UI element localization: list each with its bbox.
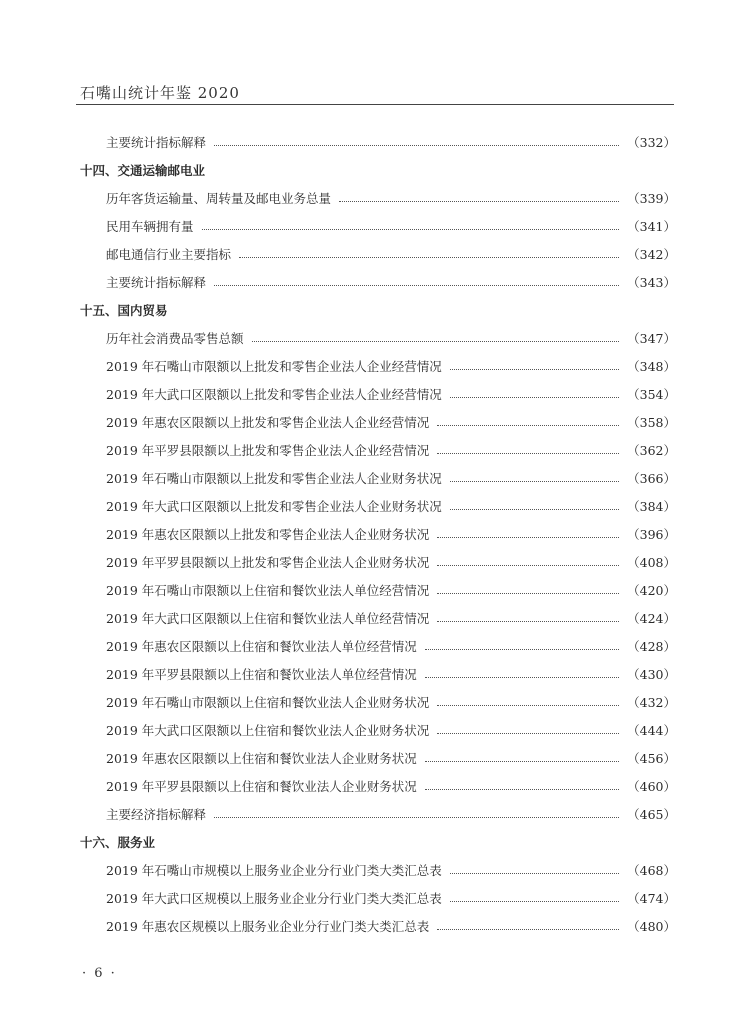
- dot-leader: [239, 257, 619, 258]
- toc-entry: [76, 212, 676, 240]
- dot-leader: [437, 593, 619, 594]
- toc-section-heading: [76, 296, 676, 324]
- toc-entry-title: 2019 年石嘴山市限额以上住宿和餐饮业法人企业财务状况: [106, 695, 430, 710]
- dot-leader: [437, 705, 619, 706]
- toc-entry-title: 2019 年石嘴山市限额以上批发和零售企业法人企业经营情况: [106, 359, 442, 374]
- dot-leader: [425, 761, 619, 762]
- dot-leader: [450, 509, 619, 510]
- toc-entry-page: （430）: [627, 667, 676, 682]
- toc-entry: [76, 492, 676, 520]
- toc-entry-title: 2019 年大武口区限额以上批发和零售企业法人企业经营情况: [106, 387, 442, 402]
- dot-leader: [214, 817, 619, 818]
- toc-entry-title: 历年社会消费品零售总额: [106, 331, 244, 346]
- toc-entry-page: （465）: [627, 807, 676, 822]
- toc-entry: [76, 660, 676, 688]
- toc-entry-title: 2019 年大武口区规模以上服务业企业分行业门类大类汇总表: [106, 891, 442, 906]
- toc-entry-page: （468）: [627, 863, 676, 878]
- header-rule: [76, 104, 674, 105]
- toc-entry-title: 2019 年惠农区限额以上批发和零售企业法人企业经营情况: [106, 415, 430, 430]
- toc-entry-title: 2019 年惠农区规模以上服务业企业分行业门类大类汇总表: [106, 919, 430, 934]
- toc-entry: [76, 912, 676, 940]
- toc-entry-page: （384）: [627, 499, 676, 514]
- toc-entry-page: （480）: [627, 919, 676, 934]
- dot-leader: [450, 369, 619, 370]
- toc-entry-title: 2019 年石嘴山市规模以上服务业企业分行业门类大类汇总表: [106, 863, 442, 878]
- toc-entry-title: 2019 年平罗县限额以上批发和零售企业法人企业经营情况: [106, 443, 430, 458]
- table-of-contents: [76, 128, 676, 940]
- dot-leader: [450, 901, 619, 902]
- section-title: 十四、交通运输邮电业: [80, 163, 206, 178]
- page-number: · 6 ·: [82, 966, 117, 981]
- dot-leader: [202, 229, 620, 230]
- toc-entry: [76, 856, 676, 884]
- toc-entry-page: （332）: [627, 135, 676, 150]
- toc-entry-page: （354）: [627, 387, 676, 402]
- toc-entry: [76, 744, 676, 772]
- section-title: 十六、服务业: [80, 835, 156, 850]
- dot-leader: [450, 873, 619, 874]
- dot-leader: [425, 677, 619, 678]
- dot-leader: [252, 341, 620, 342]
- toc-entry-title: 2019 年惠农区限额以上批发和零售企业法人企业财务状况: [106, 527, 430, 542]
- toc-entry-page: （342）: [627, 247, 676, 262]
- toc-entry-page: （341）: [627, 219, 676, 234]
- toc-entry: [76, 464, 676, 492]
- toc-entry-title: 邮电通信行业主要指标: [106, 247, 232, 262]
- toc-entry-page: （348）: [627, 359, 676, 374]
- toc-entry: [76, 184, 676, 212]
- dot-leader: [437, 453, 619, 454]
- dot-leader: [437, 425, 619, 426]
- toc-entry: [76, 548, 676, 576]
- toc-entry-title: 2019 年石嘴山市限额以上批发和零售企业法人企业财务状况: [106, 471, 442, 486]
- toc-entry: [76, 128, 676, 156]
- toc-entry: [76, 352, 676, 380]
- toc-entry: [76, 436, 676, 464]
- toc-entry-page: （424）: [627, 611, 676, 626]
- toc-entry: [76, 240, 676, 268]
- dot-leader: [214, 285, 619, 286]
- toc-entry-page: （432）: [627, 695, 676, 710]
- toc-entry: [76, 800, 676, 828]
- toc-entry-page: （343）: [627, 275, 676, 290]
- dot-leader: [437, 621, 619, 622]
- toc-entry-title: 民用车辆拥有量: [106, 219, 194, 234]
- toc-entry-page: （444）: [627, 723, 676, 738]
- dot-leader: [437, 537, 619, 538]
- dot-leader: [437, 733, 619, 734]
- toc-entry-title: 主要统计指标解释: [106, 135, 207, 150]
- toc-entry: [76, 576, 676, 604]
- toc-entry-title: 2019 年大武口区限额以上住宿和餐饮业法人单位经营情况: [106, 611, 430, 626]
- toc-entry: [76, 632, 676, 660]
- toc-entry-page: （428）: [627, 639, 676, 654]
- dot-leader: [450, 481, 619, 482]
- toc-entry: [76, 268, 676, 296]
- toc-entry-page: （408）: [627, 555, 676, 570]
- toc-entry-page: （420）: [627, 583, 676, 598]
- toc-entry: [76, 716, 676, 744]
- toc-entry: [76, 772, 676, 800]
- toc-entry: [76, 324, 676, 352]
- toc-entry-title: 2019 年惠农区限额以上住宿和餐饮业法人单位经营情况: [106, 639, 417, 654]
- toc-entry-title: 2019 年石嘴山市限额以上住宿和餐饮业法人单位经营情况: [106, 583, 430, 598]
- toc-entry-title: 主要统计指标解释: [106, 275, 207, 290]
- toc-entry: [76, 408, 676, 436]
- toc-section-heading: [76, 828, 676, 856]
- toc-entry: [76, 688, 676, 716]
- toc-entry-page: （474）: [627, 891, 676, 906]
- toc-entry-title: 2019 年平罗县限额以上批发和零售企业法人企业财务状况: [106, 555, 430, 570]
- toc-section-heading: [76, 156, 676, 184]
- dot-leader: [425, 789, 619, 790]
- toc-entry-page: （358）: [627, 415, 676, 430]
- toc-entry: [76, 884, 676, 912]
- dot-leader: [425, 649, 619, 650]
- dot-leader: [437, 929, 619, 930]
- toc-entry-title: 2019 年平罗县限额以上住宿和餐饮业法人企业财务状况: [106, 779, 417, 794]
- toc-entry-title: 2019 年平罗县限额以上住宿和餐饮业法人单位经营情况: [106, 667, 417, 682]
- dot-leader: [339, 201, 619, 202]
- toc-entry: [76, 604, 676, 632]
- toc-entry: [76, 380, 676, 408]
- toc-entry-page: （339）: [627, 191, 676, 206]
- toc-entry-page: （366）: [627, 471, 676, 486]
- dot-leader: [437, 565, 619, 566]
- running-header: 石嘴山统计年鉴 2020: [80, 84, 240, 102]
- toc-entry-title: 主要经济指标解释: [106, 807, 207, 822]
- toc-entry-title: 历年客货运输量、周转量及邮电业务总量: [106, 191, 332, 206]
- toc-entry-title: 2019 年大武口区限额以上住宿和餐饮业法人企业财务状况: [106, 723, 430, 738]
- toc-entry-page: （362）: [627, 443, 676, 458]
- toc-entry-page: （456）: [627, 751, 676, 766]
- dot-leader: [214, 145, 619, 146]
- toc-entry-page: （347）: [627, 331, 676, 346]
- dot-leader: [450, 397, 619, 398]
- section-title: 十五、国内贸易: [80, 303, 168, 318]
- toc-entry: [76, 520, 676, 548]
- toc-entry-page: （396）: [627, 527, 676, 542]
- toc-entry-title: 2019 年大武口区限额以上批发和零售企业法人企业财务状况: [106, 499, 442, 514]
- toc-entry-page: （460）: [627, 779, 676, 794]
- toc-entry-title: 2019 年惠农区限额以上住宿和餐饮业法人企业财务状况: [106, 751, 417, 766]
